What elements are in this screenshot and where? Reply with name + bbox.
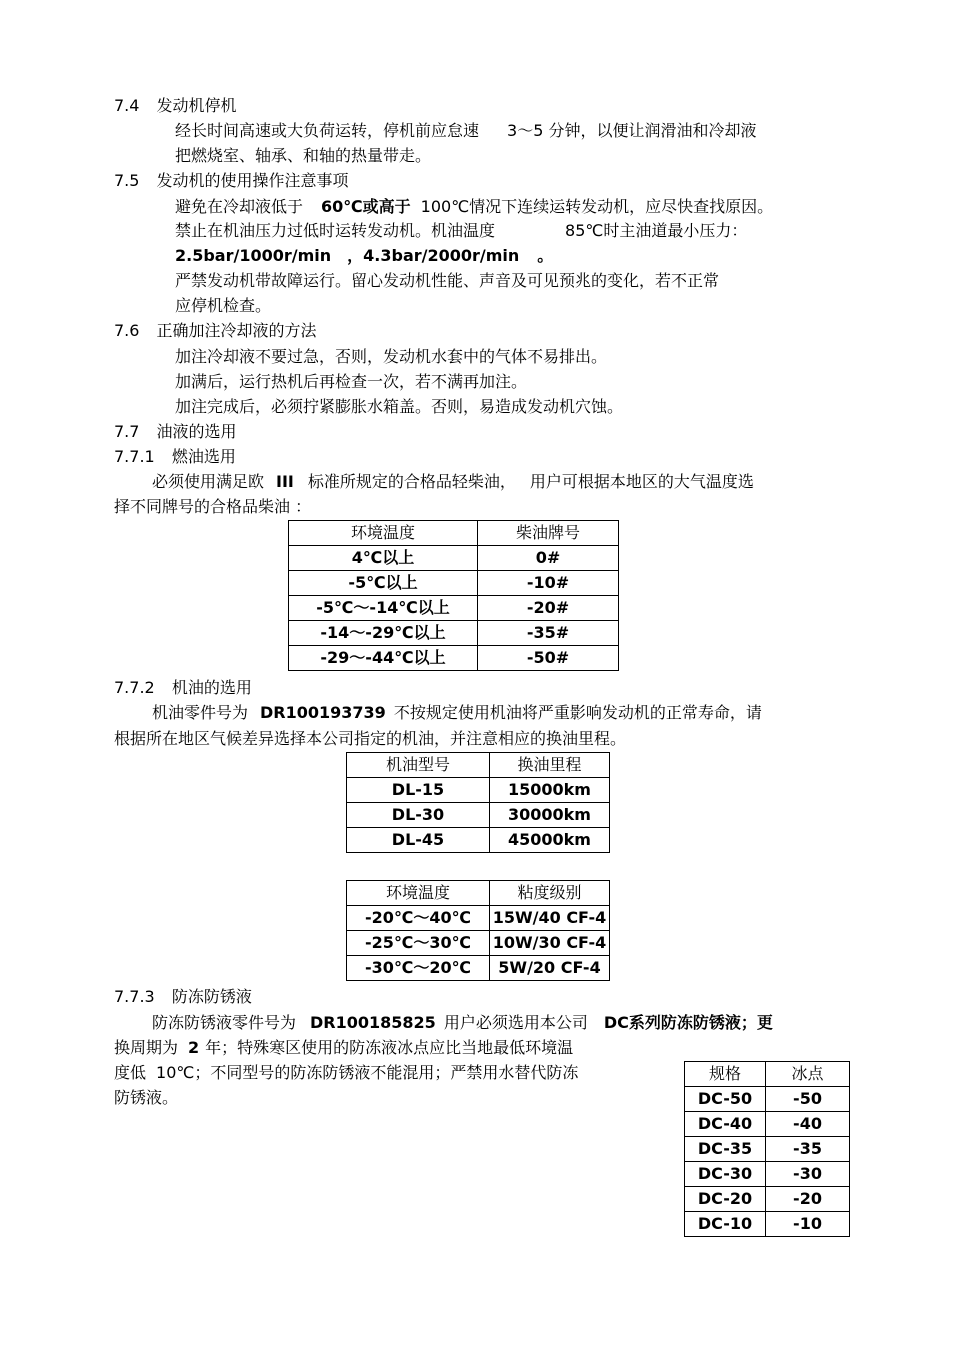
table-row (685, 1162, 850, 1187)
table-cell: DC-35 (685, 1137, 766, 1162)
table-cell: DL-15 (347, 778, 490, 803)
table-cell: -30℃～20℃ (347, 956, 490, 981)
table-header-cell: 环境温度 (347, 881, 490, 906)
text-span: 2.5bar/1000r/min (175, 246, 332, 265)
table-cell: DC-50 (685, 1087, 766, 1112)
paragraph-line (175, 196, 773, 218)
paragraph-line: 加注完成后，必须拧紧膨胀水箱盖。否则，易造成发动机穴蚀。 (175, 397, 624, 416)
paragraph-line (175, 245, 553, 267)
section-number: 7.7 (114, 422, 140, 441)
section-title: 机油的选用 (171, 678, 252, 697)
text-span: 必须使用满足欧 (152, 472, 265, 491)
table-header-cell: 环境温度 (289, 521, 478, 546)
fuel-table (288, 520, 619, 671)
table-cell: -10# (478, 571, 619, 596)
table-cell: 0# (478, 546, 619, 571)
section-7-7-1-heading (114, 446, 236, 468)
section-number: 7.7.1 (114, 447, 155, 466)
table-header-cell: 规格 (685, 1062, 766, 1087)
paragraph-line: 防锈液。 (114, 1088, 179, 1107)
text-span: 85℃时主油道最小压力： (565, 221, 748, 240)
table-cell: 30000km (490, 803, 610, 828)
table-header-cell: 柴油牌号 (478, 521, 619, 546)
table-header-row (289, 521, 619, 546)
section-7-7-heading (114, 421, 237, 443)
section-7-6-heading (114, 320, 317, 342)
table-row (289, 571, 619, 596)
table-cell: -5℃～-14℃以上 (289, 596, 478, 621)
section-title: 发动机的使用操作注意事项 (156, 171, 349, 190)
section-number: 7.7.3 (114, 987, 155, 1006)
coolant-table (684, 1061, 850, 1237)
text-span: 用户必须选用本公司 (443, 1013, 588, 1032)
section-number: 7.6 (114, 321, 140, 340)
text-span: 度低 (114, 1063, 147, 1082)
paragraph-line (152, 471, 754, 493)
table-header-cell: 粘度级别 (490, 881, 610, 906)
table-header-cell: 冰点 (766, 1062, 850, 1087)
section-title: 正确加注冷却液的方法 (156, 321, 317, 340)
paragraph-line: 择不同牌号的合格品柴油 ： (114, 497, 312, 516)
section-number: 7.7.2 (114, 678, 155, 697)
table-row (289, 621, 619, 646)
text-span: 3～5 分钟，以便让润滑油和冷却液 (507, 121, 757, 140)
table-cell: -50# (478, 646, 619, 671)
text-span: 用户可根据本地区的大气温度选 (529, 472, 754, 491)
section-7-7-3-heading (114, 986, 252, 1008)
table-cell: -25℃～30℃ (347, 931, 490, 956)
paragraph-line: 应停机检查。 (175, 296, 272, 315)
table-header-cell: 机油型号 (347, 753, 490, 778)
table-row (347, 778, 610, 803)
text-span: DC系列防冻防锈液；更 (603, 1013, 773, 1032)
section-title: 油液的选用 (156, 422, 237, 441)
section-title: 防冻防锈液 (171, 987, 252, 1006)
table-row (685, 1087, 850, 1112)
text-span: 标准所规定的合格品轻柴油， (307, 472, 516, 491)
table-cell: -20℃～40℃ (347, 906, 490, 931)
table-row (289, 546, 619, 571)
table-cell: 15W/40 CF-4 (490, 906, 610, 931)
table-cell: DC-10 (685, 1212, 766, 1237)
table-row (685, 1212, 850, 1237)
table-cell: -5℃以上 (289, 571, 478, 596)
paragraph-line: 加注冷却液不要过急，否则，发动机水套中的气体不易排出。 (175, 347, 608, 366)
table-row (289, 596, 619, 621)
section-number: 7.5 (114, 171, 140, 190)
table-cell: DC-40 (685, 1112, 766, 1137)
table-cell: DC-20 (685, 1187, 766, 1212)
table-cell: 5W/20 CF-4 (490, 956, 610, 981)
table-cell: -35# (478, 621, 619, 646)
table-cell: -10 (766, 1212, 850, 1237)
text-span: 10℃；不同型号的防冻防锈液不能混用；严禁用水替代防冻 (156, 1063, 579, 1082)
text-span: 2 (188, 1038, 200, 1057)
oil-viscosity-table (346, 880, 610, 981)
section-title: 燃油选用 (171, 447, 236, 466)
table-cell: -20# (478, 596, 619, 621)
table-row (347, 931, 610, 956)
paragraph-line (152, 702, 762, 724)
table-cell: DL-45 (347, 828, 490, 853)
text-span: 经长时间高速或大负荷运转，停机前应怠速 (175, 121, 480, 140)
text-span: 换周期为 (114, 1038, 179, 1057)
table-row (685, 1187, 850, 1212)
table-row (685, 1137, 850, 1162)
paragraph-line (114, 1062, 578, 1084)
text-span: 60℃或高于 (321, 197, 411, 216)
section-7-5-heading (114, 170, 349, 192)
text-span: 年；特殊寒区使用的防冻液冰点应比当地最低环境温 (205, 1038, 574, 1057)
table-header-row (685, 1062, 850, 1087)
table-cell: -50 (766, 1087, 850, 1112)
paragraph-line (152, 1012, 773, 1034)
table-header-row (347, 753, 610, 778)
text-span: DR100185825 (310, 1013, 436, 1032)
paragraph-line: 加满后，运行热机后再检查一次，若不满再加注。 (175, 372, 528, 391)
section-7-4-heading (114, 95, 237, 117)
text-span: 机油零件号为 (152, 703, 249, 722)
table-row (347, 956, 610, 981)
paragraph-line: 把燃烧室、轴承、和轴的热量带走。 (175, 146, 432, 165)
table-row (347, 803, 610, 828)
text-span: 不按规定使用机油将严重影响发动机的正常寿命，请 (393, 703, 762, 722)
table-row (347, 828, 610, 853)
table-cell: -30 (766, 1162, 850, 1187)
table-cell: 45000km (490, 828, 610, 853)
text-span: 。 (537, 246, 554, 265)
section-number: 7.4 (114, 96, 140, 115)
table-header-cell: 换油里程 (490, 753, 610, 778)
paragraph-line (175, 220, 747, 242)
table-cell: DC-30 (685, 1162, 766, 1187)
text-span: III (276, 472, 294, 491)
paragraph-line: 根据所在地区气候差异选择本公司指定的机油，并注意相应的换油里程。 (114, 729, 627, 748)
table-header-row (347, 881, 610, 906)
paragraph-line (114, 1037, 573, 1059)
paragraph-line (175, 120, 756, 142)
table-cell: 4℃以上 (289, 546, 478, 571)
paragraph-line: 严禁发动机带故障运行。留心发动机性能、声音及可见预兆的变化，若不正常 (175, 271, 720, 290)
table-cell: DL-30 (347, 803, 490, 828)
section-7-7-2-heading (114, 677, 252, 699)
table-cell: 15000km (490, 778, 610, 803)
text-span: 禁止在机油压力过低时运转发动机。机油温度 (175, 221, 496, 240)
text-span: ，4.3bar/2000r/min (347, 246, 520, 265)
table-cell: -14～-29℃以上 (289, 621, 478, 646)
table-row (289, 646, 619, 671)
text-span: 避免在冷却液低于 (175, 197, 304, 216)
section-title: 发动机停机 (156, 96, 237, 115)
table-cell: -20 (766, 1187, 850, 1212)
table-cell: -29～-44℃以上 (289, 646, 478, 671)
table-row (347, 906, 610, 931)
text-span: 100℃情况下连续运转发动机，应尽快查找原因。 (420, 197, 774, 216)
text-span: 防冻防锈液零件号为 (152, 1013, 297, 1032)
table-cell: 10W/30 CF-4 (490, 931, 610, 956)
table-cell: -35 (766, 1137, 850, 1162)
text-span: DR100193739 (260, 703, 386, 722)
oil-interval-table (346, 752, 610, 853)
table-cell: -40 (766, 1112, 850, 1137)
table-row (685, 1112, 850, 1137)
